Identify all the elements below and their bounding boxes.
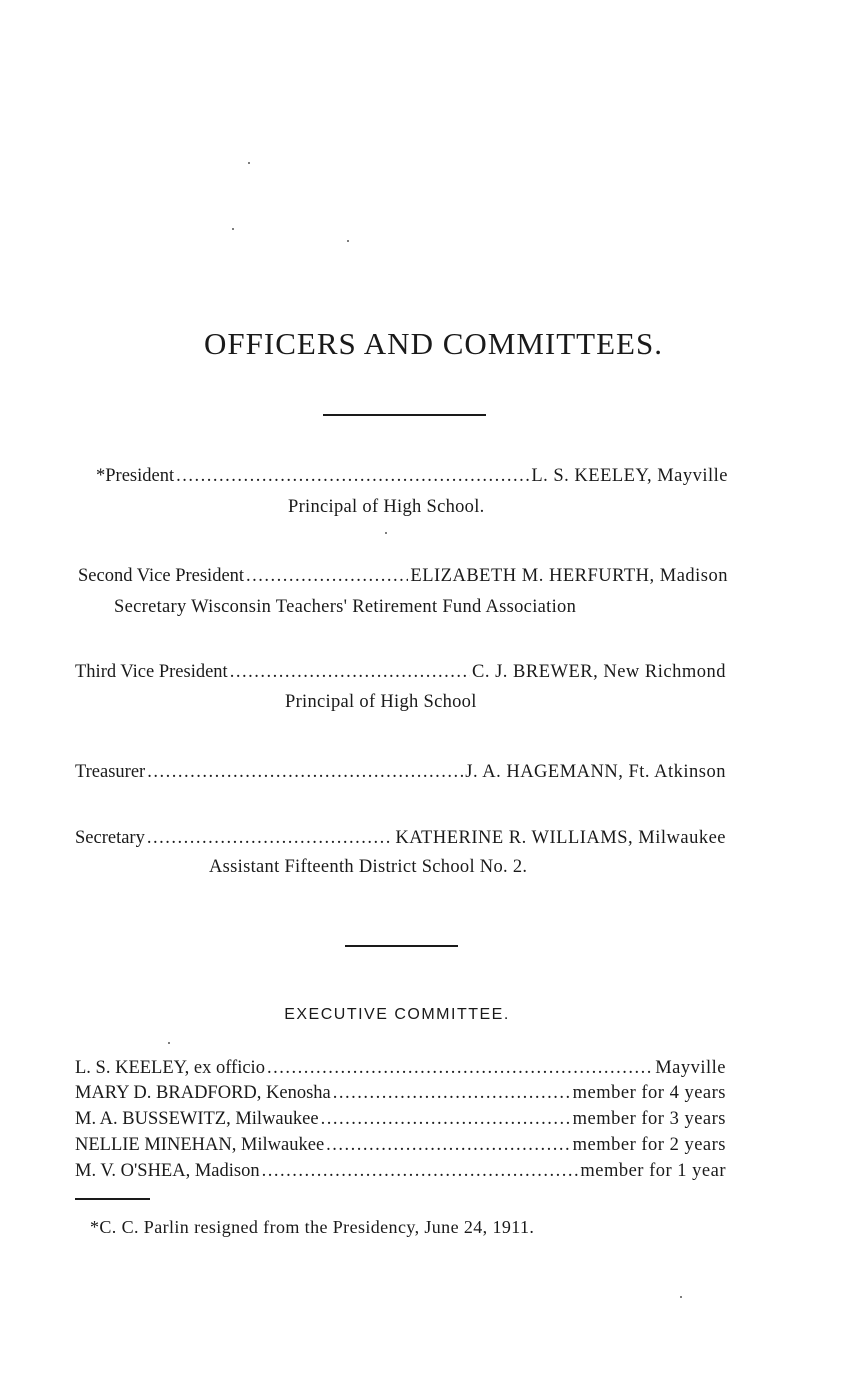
officer-president-position: Principal of High School.: [288, 497, 485, 517]
leader-dots: [147, 762, 463, 783]
paper-speck: [680, 1296, 682, 1298]
committee-member-name: M. V. O'SHEA, Madison: [75, 1161, 260, 1181]
committee-member-term: member for 4 years: [572, 1083, 726, 1103]
officer-name: ELIZABETH M. HERFURTH, Madison: [410, 566, 728, 586]
leader-dots: [147, 828, 394, 849]
committee-member-term: Mayville: [655, 1058, 726, 1078]
title-divider: [323, 414, 486, 416]
committee-member-row: [75, 1109, 726, 1130]
paper-speck: [248, 162, 250, 164]
officer-role: Second Vice President: [78, 566, 245, 586]
officer-name: C. J. BREWER, New Richmond: [471, 662, 726, 682]
leader-dots: [333, 1083, 571, 1104]
officer-name: KATHERINE R. WILLIAMS, Milwaukee: [395, 828, 726, 848]
officer-president-line: [96, 466, 728, 487]
footnote: *C. C. Parlin resigned from the Presidency, June 24, 1911.: [90, 1217, 535, 1237]
committee-member-name: NELLIE MINEHAN, Milwaukee: [75, 1135, 325, 1155]
officer-role: *President: [96, 466, 175, 486]
officer-role: Secretary: [75, 828, 145, 848]
section-divider: [345, 945, 458, 947]
committee-member-row: [75, 1161, 726, 1182]
leader-dots: [326, 1135, 570, 1156]
officer-third-vice-president-line: [75, 662, 726, 683]
officer-second-vice-president-line: [78, 566, 728, 587]
leader-dots: [230, 662, 470, 683]
committee-member-term: member for 3 years: [572, 1109, 726, 1129]
officer-role: Third Vice President: [75, 662, 228, 682]
committee-member-name: MARY D. BRADFORD, Kenosha: [75, 1083, 331, 1103]
committee-member-row: [75, 1083, 726, 1104]
officer-name: J. A. HAGEMANN, Ft. Atkinson: [465, 762, 726, 782]
committee-member-row: [75, 1058, 726, 1079]
page-title: OFFICERS AND COMMITTEES.: [204, 326, 663, 361]
paper-speck: [385, 532, 387, 534]
officer-second-vice-president-position: Secretary Wisconsin Teachers' Retirement Fund Association: [114, 597, 577, 617]
committee-member-row: [75, 1135, 726, 1156]
leader-dots: [246, 566, 408, 587]
leader-dots: [321, 1109, 571, 1130]
paper-speck: [168, 1042, 170, 1044]
executive-committee-heading: EXECUTIVE COMMITTEE.: [284, 1006, 510, 1023]
committee-member-term: member for 1 year: [580, 1161, 726, 1181]
officer-secretary-position: Assistant Fifteenth District School No. 2.: [209, 857, 528, 877]
officer-third-vice-president-position: Principal of High School: [285, 692, 477, 712]
leader-dots: [176, 466, 529, 487]
officer-treasurer-line: [75, 762, 726, 783]
committee-member-name: M. A. BUSSEWITZ, Milwaukee: [75, 1109, 319, 1129]
officer-role: Treasurer: [75, 762, 146, 782]
officer-secretary-line: [75, 828, 726, 849]
committee-member-term: member for 2 years: [572, 1135, 726, 1155]
leader-dots: [267, 1058, 653, 1079]
paper-speck: [232, 228, 234, 230]
paper-speck: [347, 240, 349, 242]
committee-member-name: L. S. KEELEY, ex officio: [75, 1058, 265, 1078]
officer-name: L. S. KEELEY, Mayville: [531, 466, 728, 486]
leader-dots: [262, 1161, 579, 1182]
footnote-divider: [75, 1198, 150, 1200]
